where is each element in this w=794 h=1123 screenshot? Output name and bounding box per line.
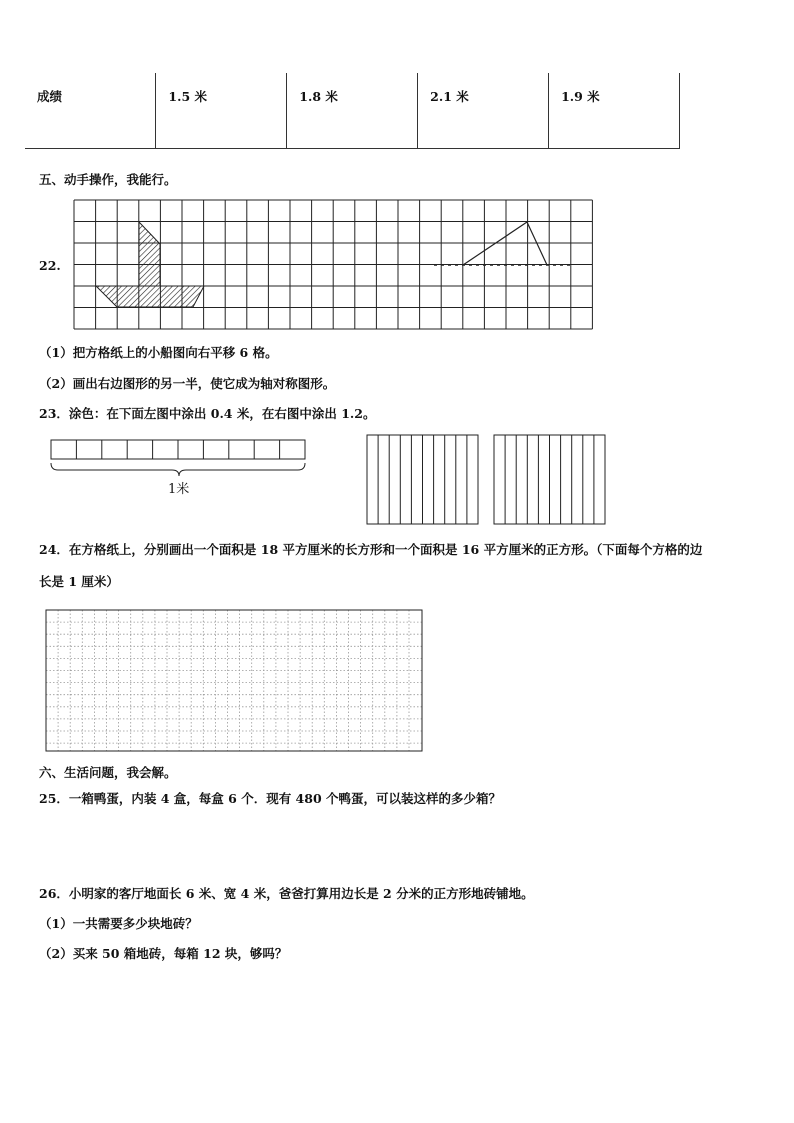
q26-text: 26．小明家的客厅地面长 6 米、宽 4 米，爸爸打算用边长是 2 分米的正方形地砖铺地。 (39, 886, 534, 901)
score-cell: 2.1 米 (418, 73, 549, 149)
q25-text: 25．一箱鸭蛋，内装 4 盒，每盒 6 个．现有 480 个鸭蛋，可以装这样的多少箱？ (39, 791, 501, 806)
q22-sub1: （1）把方格纸上的小船图向右平移 6 格。 (39, 345, 278, 360)
q23-text: 23．涂色：在下面左图中涂出 0.4 米，在右图中涂出 1.2。 (39, 406, 376, 421)
grid-paper-border (46, 610, 422, 751)
q26-sub2: （2）买来 50 箱地砖，每箱 12 块，够吗？ (39, 946, 288, 961)
section5-title: 五、动手操作，我能行。 (39, 172, 177, 187)
score-header-cell: 成绩 (25, 73, 156, 149)
score-cell: 1.8 米 (287, 73, 418, 149)
section6-title: 六、生活问题，我会解。 (39, 765, 177, 780)
q24-line2: 长是 1 厘米） (39, 574, 119, 589)
score-cell: 1.5 米 (156, 73, 287, 149)
q24-line1: 24．在方格纸上，分别画出一个面积是 18 平方厘米的长方形和一个面积是 16 平方厘米的正方形。（下面每个方格的边 (39, 542, 703, 557)
q26-sub1: （1）一共需要多少块地砖？ (39, 916, 198, 931)
ruler-label: 1米 (168, 482, 190, 497)
score-cell: 1.9 米 (549, 73, 680, 149)
q22-number: 22. (39, 258, 61, 273)
dotted-grid-lines (46, 610, 422, 751)
q22-sub2: （2）画出右边图形的另一半，使它成为轴对称图形。 (39, 376, 336, 391)
